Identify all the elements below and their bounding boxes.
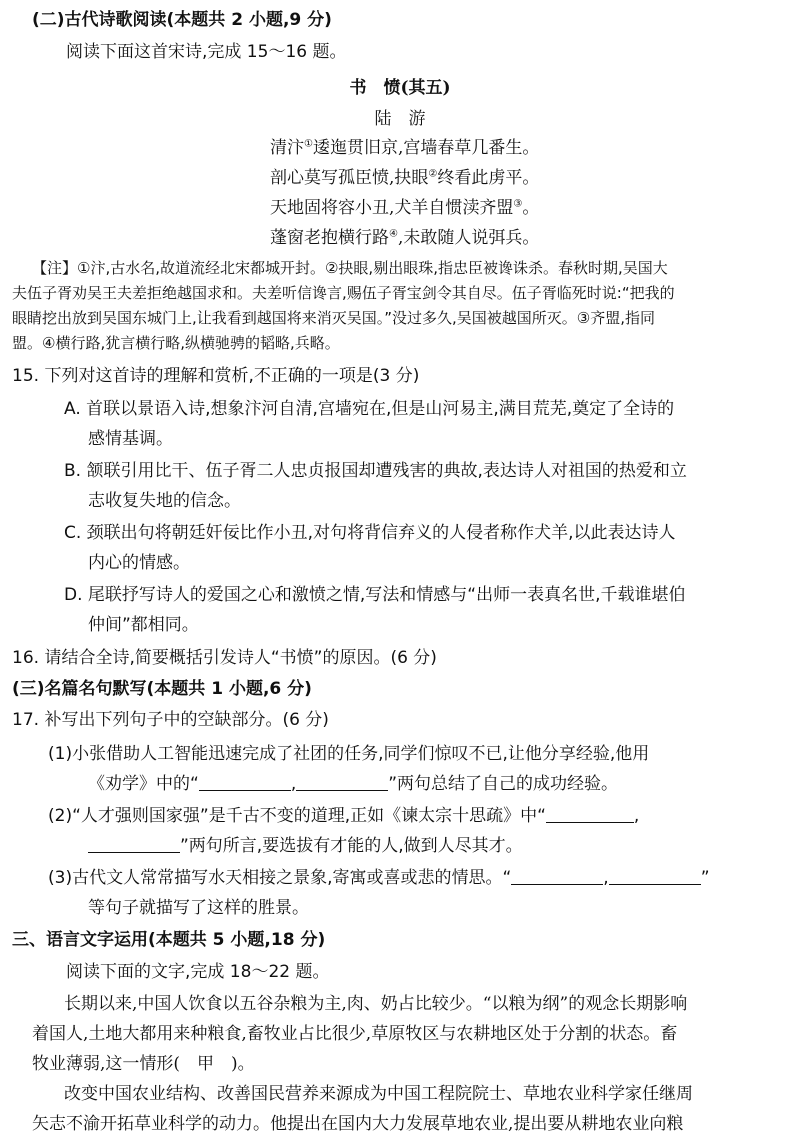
- q17-item2: (2)“人才强则国家强”是千古不变的道理,正如《谏太宗十思疏》中“ ,: [48, 806, 640, 826]
- q15-option-d: D. 尾联抒写诗人的爱国之心和激愤之情,写法和情感与“出师一表真名世,千载谁堪伯: [64, 585, 686, 605]
- note-line: 夫伍子胥劝吴王夫差拒绝越国求和。夫差听信谗言,赐伍子胥宝剑令其自尽。伍子胥临死时说:“把我的: [12, 284, 675, 302]
- q15-option-b: B. 颔联引用比干、伍子胥二人忠贞报国却遭残害的典故,表达诗人对祖国的热爱和立: [64, 461, 687, 481]
- section3-header: (三)名篇名句默写(本题共 1 小题,6 分): [12, 679, 312, 699]
- passage-line: 长期以来,中国人饮食以五谷杂粮为主,肉、奶占比较少。“以粮为纲”的观念长期影响: [64, 994, 688, 1014]
- answer-blank[interactable]: [546, 806, 634, 823]
- poem-line: 天地固将容小丑,犬羊自惯渎齐盟③。: [270, 198, 540, 218]
- part3-header: 三、语言文字运用(本题共 5 小题,18 分): [12, 930, 326, 950]
- q15-option-c-cont: 内心的情感。: [88, 553, 190, 573]
- q15-option-c: C. 颈联出句将朝廷奸佞比作小丑,对句将背信弃义的人侵者称作犬羊,以此表达诗人: [64, 523, 676, 543]
- q17-item1: (1)小张借助人工智能迅速完成了社团的任务,同学们惊叹不已,让他分享经验,他用: [48, 744, 650, 764]
- q15-option-a-cont: 感情基调。: [88, 429, 173, 449]
- q17-item3-cont: 等句子就描写了这样的胜景。: [88, 898, 309, 918]
- q17-stem: 17. 补写出下列句子中的空缺部分。(6 分): [12, 710, 329, 730]
- poem-title: 书 愤(其五): [349, 78, 451, 98]
- note-line: 盟。④横行路,犹言横行略,纵横驰骋的韬略,兵略。: [12, 334, 340, 352]
- q16: 16. 请结合全诗,简要概括引发诗人“书愤”的原因。(6 分): [12, 648, 437, 668]
- reading-instruction: 阅读下面的文字,完成 18～22 题。: [66, 962, 330, 982]
- note-line: 【注】①汴,古水名,故道流经北宋都城开封。②抉眼,剔出眼珠,指忠臣被谗诛杀。春秋时期,吴国大: [32, 259, 668, 277]
- answer-blank[interactable]: [296, 774, 388, 791]
- passage-line: 矢志不渝开拓草业科学的动力。他提出在国内大力发展草地农业,提出要从耕地农业向粮: [32, 1114, 684, 1134]
- section2-header: (二)古代诗歌阅读(本题共 2 小题,9 分): [32, 10, 332, 30]
- answer-blank[interactable]: [511, 868, 603, 885]
- q17-item3: (3)古代文人常常描写水天相接之景象,寄寓或喜或悲的情思。“ , ”: [48, 868, 710, 888]
- passage-line: 改变中国农业结构、改善国民营养来源成为中国工程院院士、草地农业科学家任继周: [64, 1084, 693, 1104]
- answer-blank[interactable]: [88, 836, 180, 853]
- q15-stem: 15. 下列对这首诗的理解和赏析,不正确的一项是(3 分): [12, 366, 420, 386]
- poem-line: 蓬窗老抱横行路④,未敢随人说弭兵。: [270, 228, 540, 248]
- poem-line: 剖心莫写孤臣愤,抉眼②终看此虏平。: [270, 168, 540, 188]
- passage-line: 着国人,土地大都用来种粮食,畜牧业占比很少,草原牧区与农耕地区处于分割的状态。畜: [32, 1024, 678, 1044]
- poem-line: 清汴①逶迤贯旧京,宫墙春草几番生。: [270, 138, 540, 158]
- note-line: 眼睛挖出放到吴国东城门上,让我看到越国将来消灭吴国。”没过多久,吴国被越国所灭。③齐盟,指同: [12, 309, 656, 327]
- answer-blank[interactable]: [199, 774, 291, 791]
- q15-option-d-cont: 仲间”都相同。: [88, 615, 199, 635]
- q17-item2-cont: ”两句所言,要选拔有才能的人,做到人尽其才。: [88, 836, 523, 856]
- q15-option-b-cont: 志收复失地的信念。: [88, 491, 241, 511]
- answer-blank[interactable]: [609, 868, 701, 885]
- poem-instruction: 阅读下面这首宋诗,完成 15～16 题。: [66, 42, 347, 62]
- passage-line: 牧业薄弱,这一情形( 甲 )。: [32, 1054, 255, 1074]
- q15-option-a: A. 首联以景语入诗,想象汴河自清,宫墙宛在,但是山河易主,满目荒芜,奠定了全诗的: [64, 399, 675, 419]
- q17-item1-cont: 《劝学》中的“ , ”两句总结了自己的成功经验。: [88, 774, 619, 794]
- poem-author: 陆 游: [374, 109, 426, 129]
